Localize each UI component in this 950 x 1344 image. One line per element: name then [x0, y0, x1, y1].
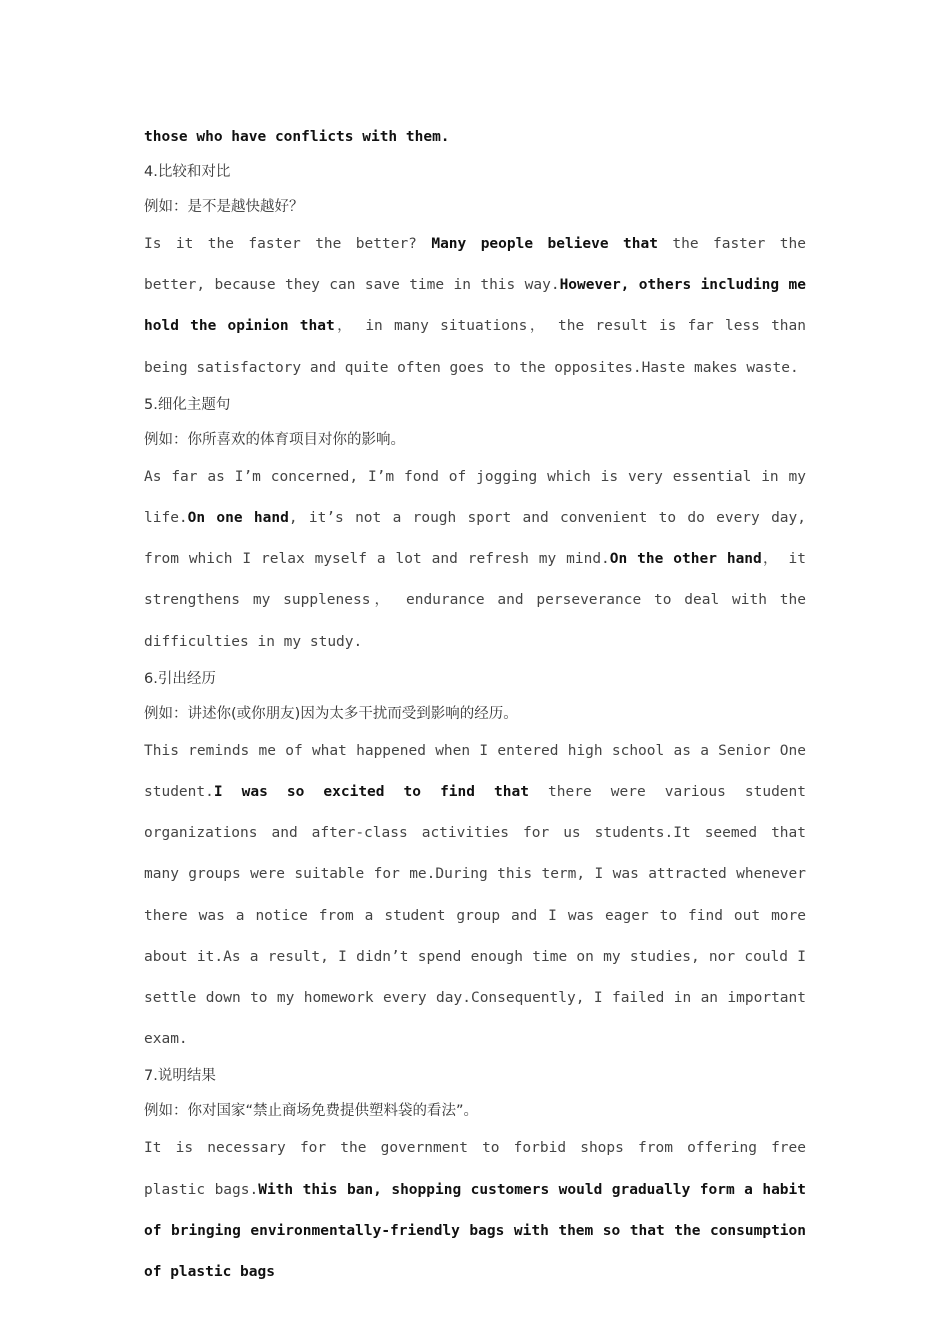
text-run: the faster the better, because they can save time in this way.	[144, 236, 806, 294]
section-paragraph	[144, 1128, 806, 1293]
section-paragraph	[144, 731, 806, 1061]
section-4	[144, 160, 806, 389]
section-example: 例如：你对国家“禁止商场免费提供塑料袋的看法”。	[144, 1103, 479, 1120]
bold-phrase: I was so excited to find that	[213, 784, 529, 801]
section-heading: 6.引出经历	[144, 670, 216, 687]
text-run: , it’s not a rough sport and convenient to do every day, from which I relax myself a lot and refresh my mind.	[144, 510, 806, 568]
text-run: As far as I’m concerned, I’m fond of jogging which is very essential in my life.	[144, 468, 806, 527]
bold-phrase: However, others including me hold the opinion that	[144, 277, 806, 335]
section-5	[144, 393, 806, 663]
text-run: there were various student organizations and after-class activities for us students.It seemed that many groups were suitable for me.During this term, I was attracted whenever there was a notice from a student group and I was eager to find out more about it.As a result, I didn’t spend enough time on my studies, nor could I settle down to my homework every day.Consequently, I failed in an important exam.	[144, 784, 806, 1048]
bold-phrase: Many people believe that	[431, 236, 658, 252]
section-6	[144, 667, 806, 1061]
text-run: Is it the faster the better?	[144, 236, 432, 252]
section-7	[144, 1064, 806, 1293]
section-example: 例如：讲述你(或你朋友)因为太多干扰而受到影响的经历。	[144, 705, 518, 722]
section-heading: 4.比较和对比	[144, 164, 231, 180]
section-example: 例如：是不是越快越好？	[144, 199, 304, 215]
bold-phrase: On the other hand	[609, 551, 762, 568]
text-run: It is necessary for the government to forbid shops from offering free plastic bags.	[144, 1140, 806, 1198]
text-run: ， it strengthens my suppleness， endurance and perseverance to deal with the difficulties in my study.	[144, 551, 807, 650]
section-heading: 5.细化主题句	[144, 396, 231, 413]
section-heading: 7.说明结果	[144, 1068, 216, 1085]
section-example: 例如：你所喜欢的体育项目对你的影响。	[144, 431, 405, 448]
bold-phrase: On one hand	[187, 510, 289, 527]
bold-phrase: With this ban, shopping customers would gradually form a habit of bringing environmentally-friendly bags with them so that the consumption of plastic bags	[144, 1181, 806, 1281]
section-paragraph	[144, 224, 806, 389]
intro-tail-text: those who have conflicts with them.	[144, 129, 450, 145]
text-run: This reminds me of what happened when I entered high school as a Senior One student.	[144, 742, 806, 801]
text-run: ， in many situations， the result is far less than being satisfactory and quite often goes to the opposites.Haste makes waste.	[144, 318, 806, 376]
document-content	[144, 124, 806, 1297]
section-paragraph	[144, 457, 806, 663]
